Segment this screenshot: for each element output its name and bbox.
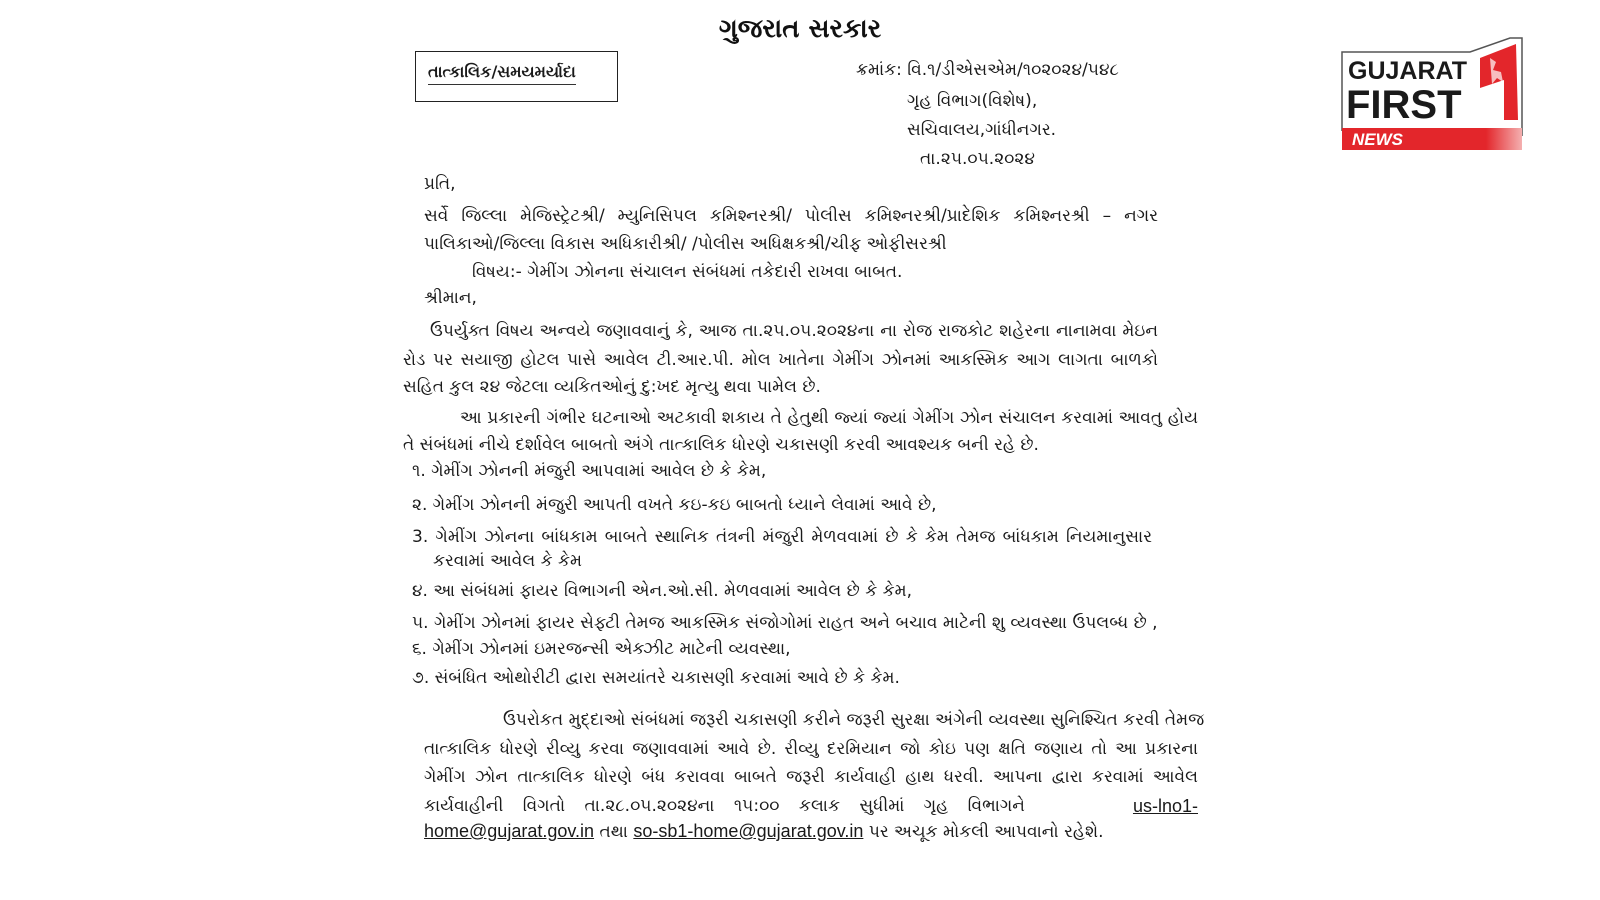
point-2: ૨. ગેમીંગ ઝોનની મંજુરી આપતી વખતે કઇ-કઇ બાબતો ધ્યાને લેવામાં આવે છે, bbox=[412, 495, 937, 515]
gujarat-first-logo bbox=[1340, 36, 1524, 152]
point-3: 3. ગેમીંગ ઝોનના બાંધકામ બાબતે સ્થાનિક તંત્રની મંજુરી મેળવવામાં છે કે કેમ તેમજ બાંધકામ નિયમાનુસાર bbox=[412, 527, 1152, 547]
point-4: ૪. આ સંબંધમાં ફાયર વિભાગની એન.ઓ.સી. મેળવવામાં આવેલ છે કે કેમ, bbox=[412, 581, 913, 601]
para3-line-3: ગેમીંગ ઝોન તાત્કાલિક ધોરણે બંધ કરાવવા બાબતે જરૂરી કાર્યવાહી હાથ ધરવી. આપના દ્વારા કરવામાં આવેલ bbox=[424, 767, 1198, 787]
para3-line-1: ઉપરોકત મુદ્દાઓ સંબંધમાં જરૂરી ચકાસણી કરીને જરૂરી સુરક્ષા અંગેની વ્યવસ્થા સુનિશ્ચિત કરવી તેમજ bbox=[503, 710, 1205, 730]
logo-one-icon bbox=[1480, 44, 1518, 120]
recipients-line-1: સર્વે જિલ્લા મેજિસ્ટ્રેટશ્રી/ મ્યુનિસિપલ કમિશ્નરશ્રી/ પોલીસ કમિશ્નરશ્રી/પ્રાદેશિક કમિશ્નરશ્રી – નગર bbox=[424, 206, 1158, 226]
closing-line bbox=[424, 820, 1103, 843]
email-link-1-part-1[interactable]: us-lno1- bbox=[1132, 796, 1198, 816]
greeting: શ્રીમાન, bbox=[424, 288, 477, 308]
logo-text-news: NEWS bbox=[1352, 130, 1403, 149]
urgent-box bbox=[415, 51, 618, 102]
para2-line-2: તે સંબંધમાં નીચે દર્શાવેલ બાબતો અંગે તાત્કાલિક ધોરણે ચકાસણી કરવી આવશ્યક બની રહે છે. bbox=[403, 435, 1039, 455]
reference-date: તા.૨૫.૦૫.૨૦૨૪ bbox=[920, 149, 1035, 169]
reference-office: સચિવાલય,ગાંધીનગર. bbox=[907, 120, 1057, 140]
para1-line-3: સહિત કુલ ૨૪ જેટલા વ્યકિતઓનું દુ:ખદ મૃત્યુ થવા પામેલ છે. bbox=[403, 377, 821, 397]
subject-line: વિષય:- ગેમીંગ ઝોનના સંચાલન સંબંધમાં તકેદારી રાખવા બાબત. bbox=[472, 262, 903, 282]
email-link-2[interactable]: so-sb1-home@gujarat.gov.in bbox=[633, 821, 864, 841]
reference-department: ગૃહ વિભાગ(વિશેષ), bbox=[907, 91, 1038, 111]
logo-text-first: FIRST bbox=[1346, 83, 1462, 127]
point-5: ૫. ગેમીંગ ઝોનમાં ફાયર સેફ્ટી તેમજ આકસ્મિક સંજોગોમાં રાહત અને બચાવ માટેની શુ વ્યવસ્થા ઉપલબ્ધ છે , bbox=[412, 613, 1158, 633]
para3-line-4 bbox=[424, 795, 1198, 817]
logo-text-gujarat: GUJARAT bbox=[1348, 57, 1467, 85]
recipients-line-2: પાલિકાઓ/જિલ્લા વિકાસ અધિકારીશ્રી/ /પોલીસ અધિક્ષકશ્રી/ચીફ ઓફીસરશ્રી bbox=[424, 234, 947, 254]
para1-line-2: રોડ પર સયાજી હોટલ પાસે આવેલ ટી.આર.પી. મોલ ખાતેના ગેમીંગ ઝોનમાં આકસ્મિક આગ લાગતા બાળકો bbox=[403, 350, 1158, 370]
para1-line-1: ઉપર્યુક્ત વિષય અન્વયે જણાવવાનું કે, આજ તા.૨૫.૦૫.૨૦૨૪ના ના રોજ રાજકોટ શહેરના નાનામવા મેઇન bbox=[430, 321, 1158, 341]
point-6: ૬. ગેમીંગ ઝોનમાં ઇમરજન્સી એક્ઝીટ માટેની વ્યવસ્થા, bbox=[412, 639, 791, 659]
para3-line-2: તાત્કાલિક ધોરણે રીવ્યુ કરવા જણાવવામાં આવે છે. રીવ્યુ દરમિયાન જો કોઇ પણ ક્ષતિ જણાય તો આ પ્રકારના bbox=[424, 739, 1198, 759]
urgent-label: તાત્કાલિક/સમયમર્યાદા bbox=[428, 62, 576, 85]
closing-text: પર અચૂક મોકલી આપવાનો રહેશે. bbox=[868, 822, 1104, 842]
salutation-to: પ્રતિ, bbox=[424, 174, 456, 194]
email-link-1-part-2[interactable]: home@gujarat.gov.in bbox=[424, 821, 595, 841]
conjunction: તથા bbox=[599, 822, 628, 842]
point-3-continued: કરવામાં આવેલ કે કેમ bbox=[433, 551, 582, 571]
reference-number: ક્રમાંક: વિ.૧/ડીએસએમ/૧૦૨૦૨૪/૫૪૮ bbox=[856, 60, 1119, 80]
para3-line-4-text: કાર્યવાહીની વિગતો તા.૨૮.૦૫.૨૦૨૪ના ૧૫:૦૦ કલાક સુધીમાં ગૃહ વિભાગને bbox=[424, 796, 1025, 816]
point-7: ૭. સંબંધિત ઓથોરીટી દ્વારા સમયાંતરે ચકાસણી કરવામાં આવે છે કે કેમ. bbox=[412, 668, 900, 688]
logo-graphic bbox=[1340, 36, 1524, 152]
para2-line-1: આ પ્રકારની ગંભીર ઘટનાઓ અટકાવી શકાય તે હેતુથી જ્યાં જ્યાં ગેમીંગ ઝોન સંચાલન કરવામાં આવતુ હોય bbox=[460, 408, 1198, 428]
point-1: ૧. ગેમીંગ ઝોનની મંજુરી આપવામાં આવેલ છે કે કેમ, bbox=[412, 461, 767, 481]
document-title: ગુજરાત સરકાર bbox=[718, 14, 882, 44]
